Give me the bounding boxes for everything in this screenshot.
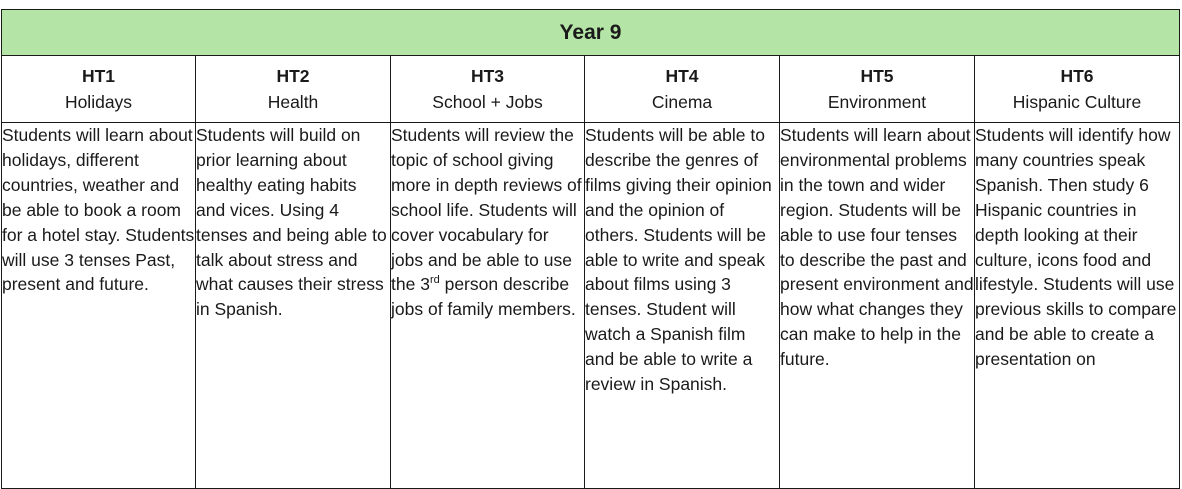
term-header-ht1 xyxy=(2,56,196,123)
term-topic: Health xyxy=(267,91,319,112)
ordinal-suffix: rd xyxy=(429,274,440,287)
description-row xyxy=(2,123,1180,489)
term-code: HT3 xyxy=(470,65,505,86)
description-text: person describe jobs of family members. xyxy=(391,274,576,320)
term-code: HT5 xyxy=(860,65,894,86)
curriculum-table xyxy=(1,9,1180,489)
term-description-ht1: Students will learn about holidays, different countries, weather and be able to book a room for a hotel stay. Students will use 3 tenses Past, present and future. xyxy=(2,123,196,489)
term-description-ht4: Students will be able to describe the genres of films giving their opinion and the opinion of others. Students will be able to write and speak about films using 3 tenses. Student will watch a Spanish film and be able to write a review in Spanish. xyxy=(585,123,780,489)
term-header-ht6 xyxy=(975,56,1180,123)
term-description-ht2: Students will build on prior learning about healthy eating habits and vices. Using 4 tenses and being able to talk about stress and what causes their stress in Spanish. xyxy=(196,123,391,489)
title-row xyxy=(2,10,1180,56)
term-code: HT6 xyxy=(1060,65,1094,86)
term-code: HT4 xyxy=(665,65,699,86)
term-header-ht2 xyxy=(196,56,391,123)
term-topic: School + Jobs xyxy=(432,91,543,112)
term-code: HT1 xyxy=(81,65,116,86)
term-topic: Cinema xyxy=(651,91,713,112)
term-description-ht5: Students will learn about environmental problems in the town and wider region. Students will be able to use four tenses to describe the past and present environment and how what changes they can make to help in the future. xyxy=(780,123,975,489)
term-topic: Environment xyxy=(827,91,927,112)
term-header-ht4 xyxy=(585,56,780,123)
header-row xyxy=(2,56,1180,123)
term-description-ht3 xyxy=(391,123,585,489)
year-title: Year 9 xyxy=(2,10,1180,56)
term-description-ht6: Students will identify how many countries speak Spanish. Then study 6 Hispanic countries in depth looking at their culture, icons food and lifestyle. Students will use previous skills to compare and be able to create a presentation on xyxy=(975,123,1180,489)
term-code: HT2 xyxy=(276,65,310,86)
term-header-ht3 xyxy=(391,56,585,123)
term-topic: Hispanic Culture xyxy=(1012,91,1142,112)
description-text: Students will review the topic of school giving more in depth reviews of school life. Students will cover vocabulary for jobs and be able to use the 3 xyxy=(391,125,582,295)
term-topic: Holidays xyxy=(64,91,133,112)
term-header-ht5 xyxy=(780,56,975,123)
